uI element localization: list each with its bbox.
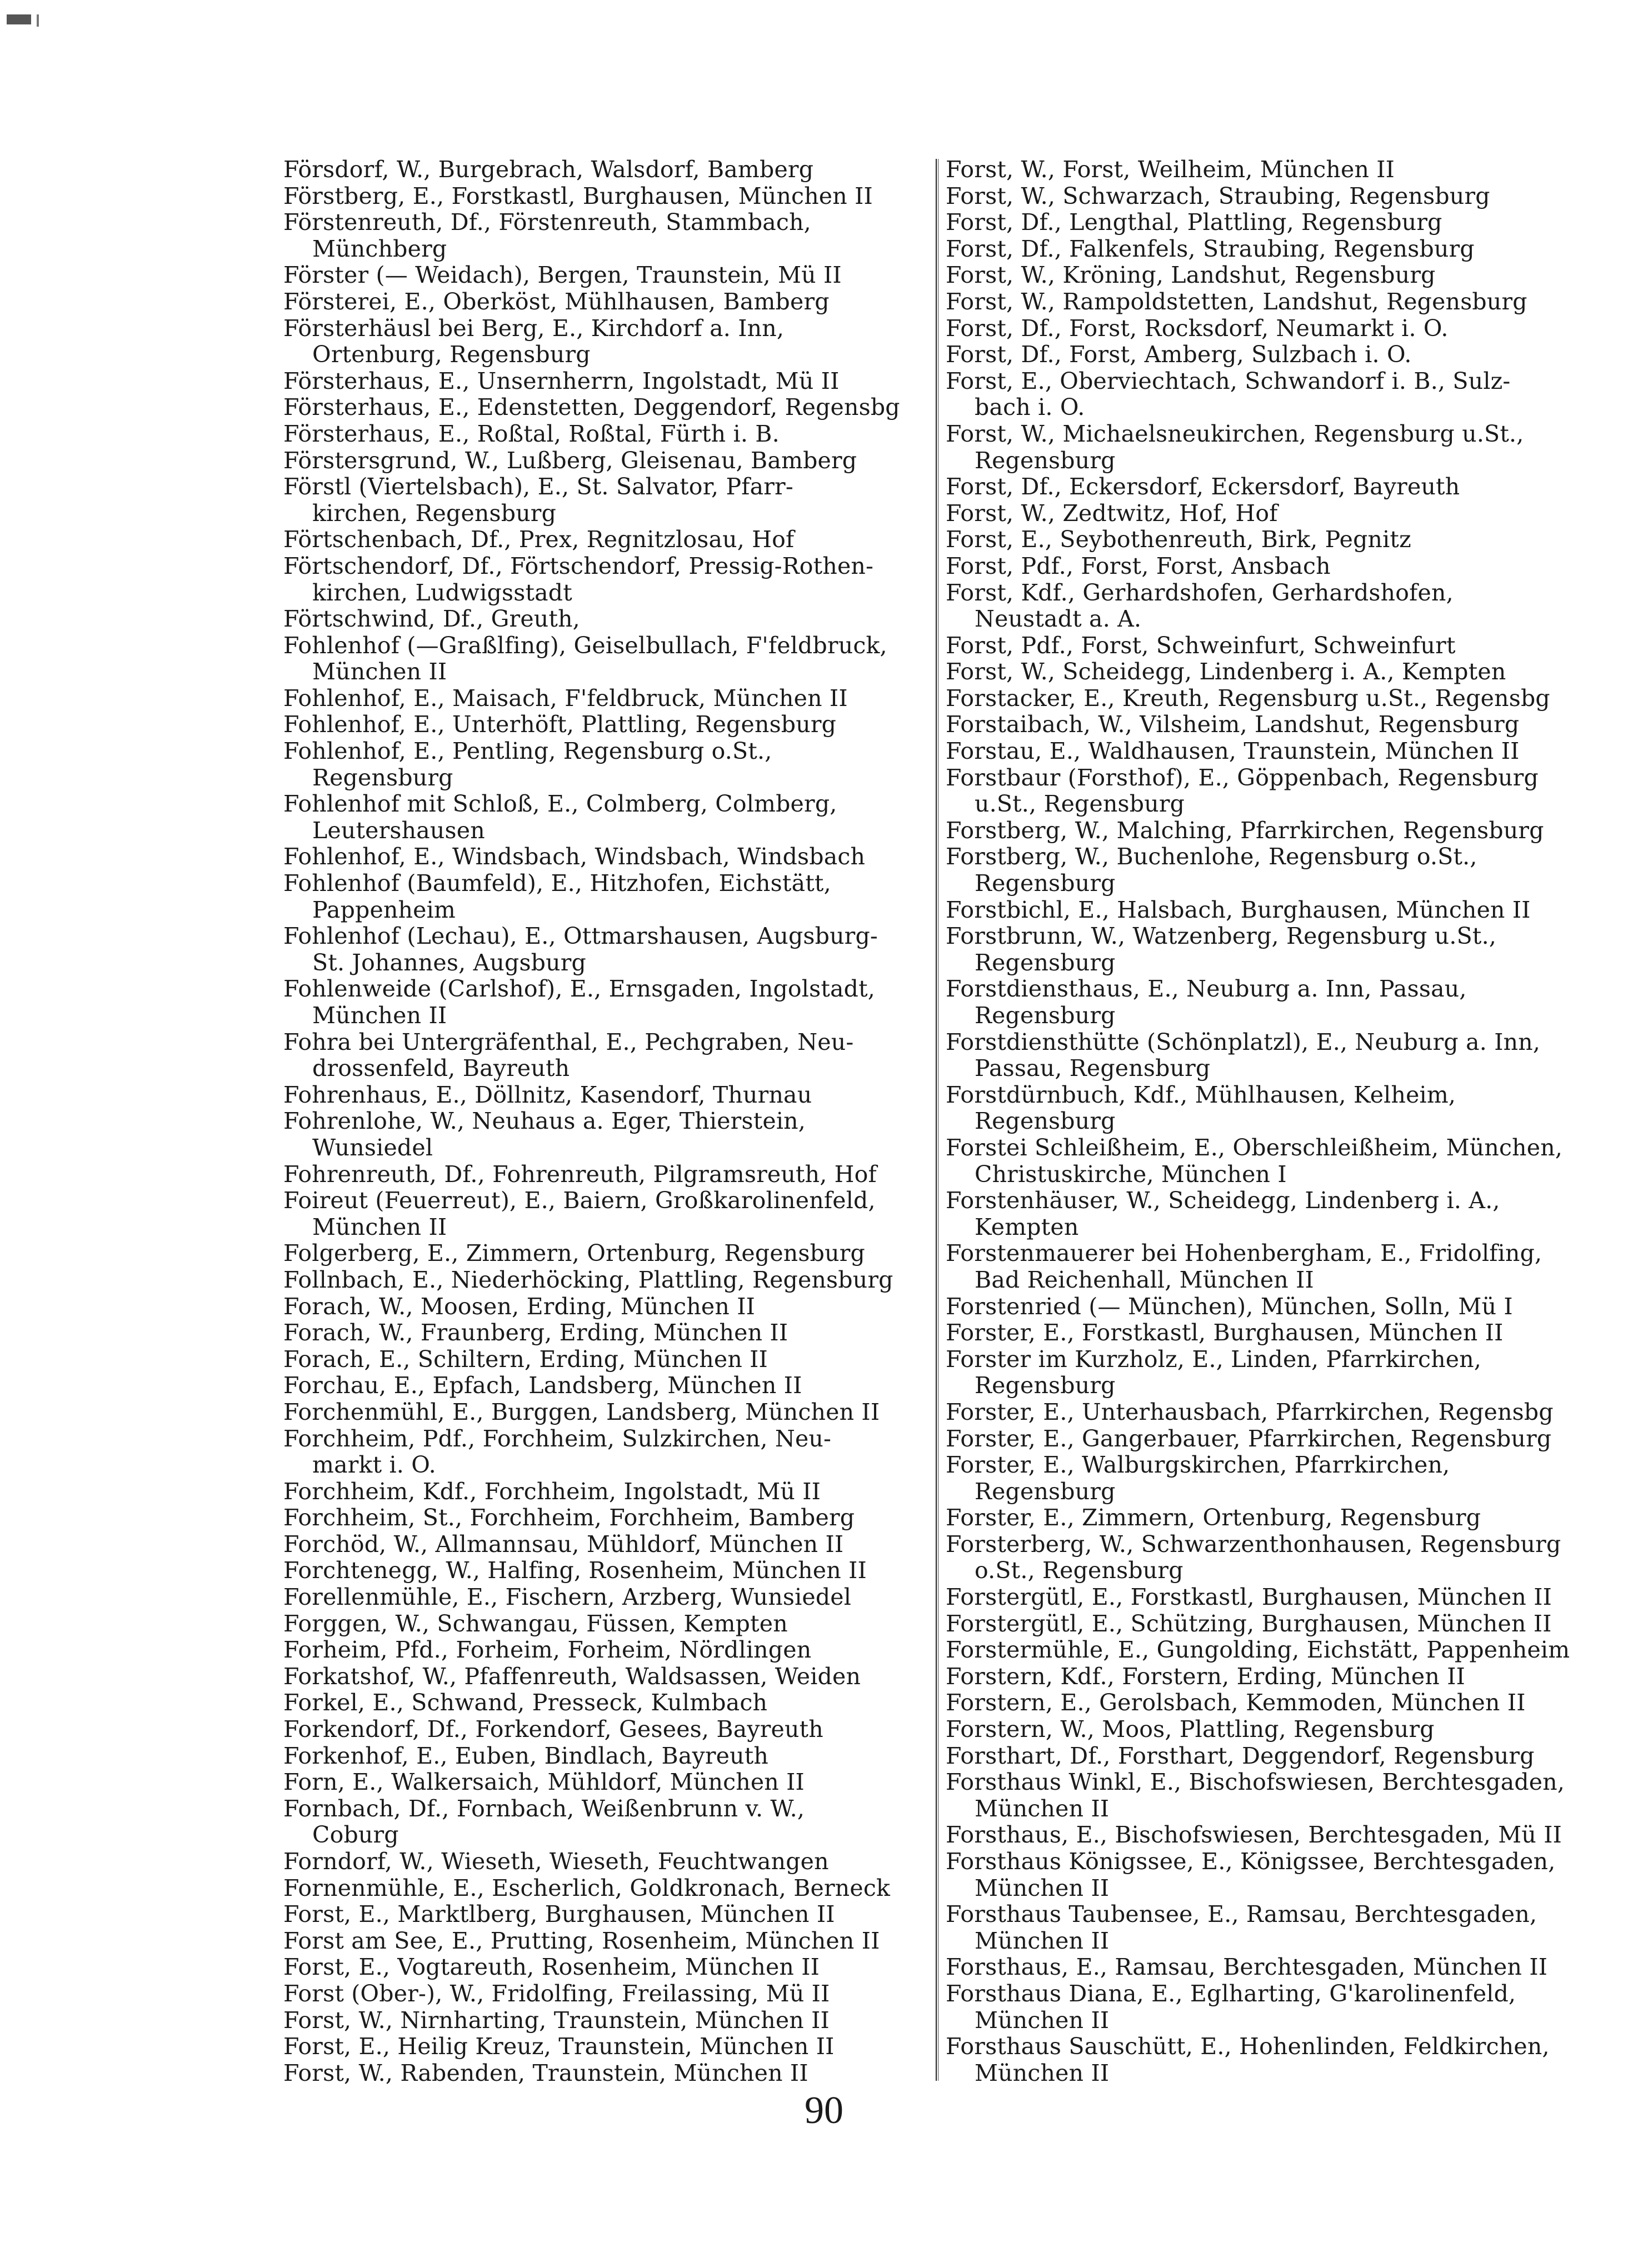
entry-line: Forster, E., Gangerbauer, Pfarrkirchen, Regensburg	[946, 1425, 1552, 1452]
entry-continuation-line: Regensburg	[975, 870, 1116, 897]
entry-line: Forster, E., Unterhausbach, Pfarrkirchen, Regensbg	[946, 1398, 1554, 1425]
entry-line: Forster im Kurzholz, E., Linden, Pfarrkirchen,	[946, 1345, 1482, 1373]
gazetteer-entry	[283, 1743, 933, 1770]
entry-line: Forst, Df., Forst, Amberg, Sulzbach i. O.	[946, 341, 1412, 368]
entry-line: Forst, W., Michaelsneukirchen, Regensburg u.St.,	[946, 420, 1524, 447]
gazetteer-entry	[283, 1796, 933, 1849]
gazetteer-entry	[283, 1294, 933, 1320]
entry-continuation-line: Regensburg	[975, 1372, 1116, 1399]
gazetteer-entry	[283, 685, 933, 712]
gazetteer-entry	[283, 1769, 933, 1796]
entry-line: Forellenmühle, E., Fischern, Arzberg, Wunsiedel	[283, 1584, 852, 1611]
entry-line: Forsthart, Df., Forsthart, Deggendorf, Regensburg	[946, 1742, 1535, 1769]
column-right	[946, 157, 1596, 2086]
entry-line: Forst, E., Vogtareuth, Rosenheim, München II	[283, 1954, 820, 1981]
gazetteer-entry	[283, 157, 933, 183]
entry-line: Forst, W., Zedtwitz, Hof, Hof	[946, 499, 1278, 527]
gazetteer-entry	[946, 1399, 1596, 1426]
gazetteer-entry	[946, 897, 1596, 924]
entry-line: Forstern, E., Gerolsbach, Kemmoden, München II	[946, 1689, 1526, 1716]
entry-line: Forstenried (— München), München, Solln, Mü I	[946, 1293, 1513, 1320]
gazetteer-entry	[283, 606, 933, 633]
gazetteer-entry	[946, 368, 1596, 421]
column-left	[283, 157, 933, 2086]
entry-line: Försdorf, W., Burgebrach, Walsdorf, Bamberg	[283, 156, 814, 183]
entry-line: Förster (— Weidach), Bergen, Traunstein, Mü II	[283, 262, 842, 289]
gazetteer-entry	[283, 976, 933, 1029]
entry-continuation-line: München II	[312, 1213, 447, 1240]
entry-continuation-line: kirchen, Ludwigsstadt	[312, 579, 572, 606]
gazetteer-entry	[946, 1294, 1596, 1320]
entry-line: Förtschenbach, Df., Prex, Regnitzlosau, Hof	[283, 526, 795, 553]
entry-line: Forst, Pdf., Forst, Schweinfurt, Schweinfurt	[946, 632, 1456, 659]
gazetteer-entry	[283, 923, 933, 976]
entry-line: Forster, E., Zimmern, Ortenburg, Regensburg	[946, 1504, 1481, 1531]
entry-line: Forstbaur (Forsthof), E., Göppenbach, Regensburg	[946, 764, 1539, 791]
entry-line: Forst, E., Oberviechtach, Schwandorf i. B., Sulz-	[946, 367, 1511, 394]
entry-line: Forsthaus Winkl, E., Bischofswiesen, Berchtesgaden,	[946, 1769, 1565, 1796]
entry-line: Fohlenhof (Lechau), E., Ottmarshausen, Augsburg-	[283, 923, 878, 950]
gazetteer-entry	[946, 1954, 1596, 1981]
gazetteer-entry	[283, 1108, 933, 1161]
entry-line: Forstermühle, E., Gungolding, Eichstätt, Pappenheim	[946, 1636, 1570, 1664]
gazetteer-entry	[946, 712, 1596, 738]
gazetteer-entry	[946, 2034, 1596, 2086]
entry-continuation-line: München II	[975, 2006, 1110, 2034]
entry-line: Forkel, E., Schwand, Presseck, Kulmbach	[283, 1689, 768, 1716]
entry-continuation-line: Neustadt a. A.	[975, 605, 1142, 633]
gazetteer-entry	[283, 368, 933, 395]
gazetteer-entry	[946, 659, 1596, 685]
gazetteer-entry	[946, 1320, 1596, 1346]
gazetteer-entry	[283, 712, 933, 738]
entry-line: Forchöd, W., Allmannsau, Mühldorf, München II	[283, 1530, 844, 1558]
entry-line: Forstdiensthütte (Schönplatzl), E., Neuburg a. Inn,	[946, 1028, 1541, 1055]
entry-continuation-line: Leutershausen	[312, 817, 485, 844]
entry-line: Forst, Pdf., Forst, Forst, Ansbach	[946, 552, 1331, 579]
entry-line: Forst, W., Nirnharting, Traunstein, München II	[283, 2006, 830, 2034]
gazetteer-entry	[283, 1981, 933, 2007]
gazetteer-entry	[283, 1267, 933, 1294]
gazetteer-entry	[946, 1505, 1596, 1531]
entry-line: Fohlenhof (—Graßlfing), Geiselbullach, F'feldbruck,	[283, 632, 887, 659]
gazetteer-entry	[283, 633, 933, 685]
gazetteer-entry	[283, 844, 933, 870]
gazetteer-entry	[283, 870, 933, 923]
gazetteer-entry	[283, 1346, 933, 1373]
entry-line: Fohlenhof, E., Unterhöft, Plattling, Regensburg	[283, 711, 837, 738]
entry-continuation-line: München II	[312, 1002, 447, 1029]
entry-line: Forst (Ober-), W., Fridolfing, Freilassing, Mü II	[283, 1980, 830, 2007]
entry-line: Försterhaus, E., Roßtal, Roßtal, Fürth i. B.	[283, 420, 780, 447]
entry-line: Fohrenlohe, W., Neuhaus a. Eger, Thierstein,	[283, 1108, 806, 1135]
entry-line: Fohlenhof, E., Windsbach, Windsbach, Windsbach	[283, 843, 866, 870]
entry-line: Fohlenhof (Baumfeld), E., Hitzhofen, Eichstätt,	[283, 870, 831, 897]
entry-line: Forstenhäuser, W., Scheidegg, Lindenberg i. A.,	[946, 1187, 1500, 1214]
entry-line: Fohrenreuth, Df., Fohrenreuth, Pilgramsreuth, Hof	[283, 1160, 877, 1188]
gazetteer-entry	[946, 262, 1596, 289]
gazetteer-entry	[946, 1029, 1596, 1082]
gazetteer-entry	[946, 474, 1596, 500]
entry-continuation-line: markt i. O.	[312, 1451, 436, 1479]
gazetteer-entry	[283, 448, 933, 474]
gazetteer-entry	[283, 1505, 933, 1531]
entry-line: Forstenmauerer bei Hohenbergham, E., Fridolfing,	[946, 1240, 1542, 1267]
gazetteer-entry	[283, 474, 933, 527]
scan-artifact	[7, 14, 31, 24]
entry-line: Försterhäusl bei Berg, E., Kirchdorf a. Inn,	[283, 314, 785, 342]
gazetteer-entry	[946, 316, 1596, 342]
entry-line: Forst, E., Heilig Kreuz, Traunstein, München II	[283, 2033, 835, 2060]
gazetteer-entry	[283, 1399, 933, 1426]
entry-line: Forst, Df., Eckersdorf, Eckersdorf, Bayreuth	[946, 473, 1460, 500]
gazetteer-entry	[283, 527, 933, 553]
entry-line: Forstacker, E., Kreuth, Regensburg u.St., Regensbg	[946, 684, 1550, 712]
entry-line: Forst, E., Seybothenreuth, Birk, Pegnitz	[946, 526, 1411, 553]
entry-continuation-line: Kempten	[975, 1213, 1079, 1240]
gazetteer-entry	[283, 1531, 933, 1558]
gazetteer-entry	[283, 262, 933, 289]
gazetteer-entry	[283, 2060, 933, 2087]
gazetteer-entry	[946, 685, 1596, 712]
gazetteer-entry	[946, 844, 1596, 897]
gazetteer-entry	[946, 1981, 1596, 2034]
entry-continuation-line: Coburg	[312, 1821, 399, 1849]
gazetteer-entry	[946, 209, 1596, 236]
gazetteer-entry	[946, 1452, 1596, 1505]
entry-continuation-line: Pappenheim	[312, 896, 456, 923]
gazetteer-entry	[283, 183, 933, 210]
entry-line: Forstergütl, E., Forstkastl, Burghausen, München II	[946, 1584, 1552, 1611]
entry-line: Forstern, Kdf., Forstern, Erding, München II	[946, 1663, 1466, 1690]
gazetteer-entry	[283, 791, 933, 844]
gazetteer-entry	[946, 1690, 1596, 1716]
gazetteer-entry	[283, 1954, 933, 1981]
entry-line: Forsthaus Taubensee, E., Ramsau, Berchtesgaden,	[946, 1901, 1537, 1928]
gazetteer-entry	[283, 1716, 933, 1743]
gazetteer-entry	[283, 1664, 933, 1690]
gazetteer-entry	[283, 289, 933, 316]
gazetteer-entry	[283, 1849, 933, 1875]
gazetteer-entry	[946, 1082, 1596, 1135]
entry-line: Forst, Kdf., Gerhardshofen, Gerhardshofen,	[946, 579, 1454, 606]
entry-continuation-line: Regensburg	[975, 1478, 1116, 1505]
gazetteer-entry	[283, 1479, 933, 1505]
entry-continuation-line: München II	[975, 1874, 1110, 1901]
entry-continuation-line: München II	[975, 1927, 1110, 1954]
gazetteer-entry	[946, 342, 1596, 368]
gazetteer-entry	[946, 580, 1596, 633]
entry-continuation-line: kirchen, Regensburg	[312, 499, 557, 527]
entry-line: Forstdiensthaus, E., Neuburg a. Inn, Passau,	[946, 975, 1467, 1003]
entry-continuation-line: o.St., Regensburg	[975, 1557, 1183, 1584]
entry-line: Fohlenhof mit Schloß, E., Colmberg, Colmberg,	[283, 790, 837, 818]
gazetteer-entry	[283, 1161, 933, 1188]
gazetteer-entry	[283, 1373, 933, 1399]
gazetteer-entry	[946, 1135, 1596, 1188]
gazetteer-entry	[283, 1611, 933, 1638]
entry-continuation-line: St. Johannes, Augsburg	[312, 949, 586, 976]
gazetteer-entry	[946, 1426, 1596, 1453]
entry-line: Forheim, Pfd., Forheim, Forheim, Nördlingen	[283, 1636, 812, 1664]
gazetteer-entry	[283, 2034, 933, 2060]
gazetteer-entry	[946, 976, 1596, 1029]
entry-line: Forsthaus Sauschütt, E., Hohenlinden, Feldkirchen,	[946, 2033, 1550, 2060]
gazetteer-entry	[946, 421, 1596, 474]
entry-line: Forchtenegg, W., Halfing, Rosenheim, München II	[283, 1557, 867, 1584]
gazetteer-entry	[946, 1822, 1596, 1849]
entry-line: Förtschendorf, Df., Förtschendorf, Pressig-Rothen-	[283, 552, 874, 579]
entry-line: Forstbrunn, W., Watzenberg, Regensburg u.St.,	[946, 923, 1497, 950]
entry-line: Forstberg, W., Buchenlohe, Regensburg o.St.,	[946, 843, 1477, 870]
entry-line: Forach, W., Moosen, Erding, München II	[283, 1293, 756, 1320]
page-number: 90	[805, 2089, 843, 2132]
entry-line: Fohlenhof, E., Maisach, F'feldbruck, München II	[283, 684, 848, 712]
entry-line: Förstberg, E., Forstkastl, Burghausen, München II	[283, 182, 873, 209]
entry-line: Forst, E., Marktlberg, Burghausen, München II	[283, 1901, 835, 1928]
gazetteer-entry	[946, 1901, 1596, 1954]
gazetteer-entry	[946, 1849, 1596, 1901]
gazetteer-entry	[946, 1611, 1596, 1638]
entry-line: Forsthaus Diana, E., Eglharting, G'karolinenfeld,	[946, 1980, 1516, 2007]
entry-line: Forstern, W., Moos, Plattling, Regensburg	[946, 1716, 1435, 1743]
gazetteer-entry	[283, 1188, 933, 1240]
entry-continuation-line: Regensburg	[312, 764, 453, 791]
entry-line: Forstergütl, E., Schützing, Burghausen, München II	[946, 1610, 1552, 1637]
entry-line: Fohrenhaus, E., Döllnitz, Kasendorf, Thurnau	[283, 1081, 812, 1108]
entry-line: Foireut (Feuerreut), E., Baiern, Großkarolinenfeld,	[283, 1187, 876, 1214]
entry-line: Försterei, E., Oberköst, Mühlhausen, Bamberg	[283, 288, 830, 315]
gazetteer-entry	[946, 1531, 1596, 1584]
gazetteer-entry	[283, 1426, 933, 1479]
entry-line: Follnbach, E., Niederhöcking, Plattling, Regensburg	[283, 1266, 893, 1293]
entry-continuation-line: Ortenburg, Regensburg	[312, 341, 591, 368]
entry-continuation-line: Wunsiedel	[312, 1134, 433, 1161]
scan-artifact	[37, 14, 39, 27]
gazetteer-entry	[283, 209, 933, 262]
entry-line: Fornenmühle, E., Escherlich, Goldkronach, Berneck	[283, 1874, 891, 1901]
entry-line: Förstenreuth, Df., Förstenreuth, Stammbach,	[283, 209, 811, 236]
gazetteer-entry	[283, 2007, 933, 2034]
gazetteer-entry	[946, 765, 1596, 818]
entry-line: Forchheim, St., Forchheim, Forchheim, Bamberg	[283, 1504, 855, 1531]
entry-line: Forsthaus, E., Bischofswiesen, Berchtesgaden, Mü II	[946, 1821, 1562, 1849]
entry-continuation-line: München II	[312, 658, 447, 685]
gazetteer-entry	[946, 738, 1596, 765]
gazetteer-entry	[946, 1188, 1596, 1240]
gazetteer-entry	[946, 1716, 1596, 1743]
entry-continuation-line: Münchberg	[312, 235, 447, 262]
entry-line: Fohra bei Untergräfenthal, E., Pechgraben, Neu-	[283, 1028, 854, 1055]
entry-line: Forst, W., Schwarzach, Straubing, Regensburg	[946, 182, 1490, 209]
entry-line: Forach, E., Schiltern, Erding, München II	[283, 1345, 768, 1373]
gazetteer-entry	[283, 1928, 933, 1955]
entry-line: Forster, E., Walburgskirchen, Pfarrkirchen,	[946, 1451, 1450, 1479]
entry-line: Forstberg, W., Malching, Pfarrkirchen, Regensburg	[946, 817, 1544, 844]
gazetteer-entry	[283, 1029, 933, 1082]
entry-continuation-line: Bad Reichenhall, München II	[975, 1266, 1314, 1293]
column-divider	[936, 159, 938, 2081]
gazetteer-entry	[283, 421, 933, 448]
gazetteer-entry	[283, 1240, 933, 1267]
entry-line: Forstdürnbuch, Kdf., Mühlhausen, Kelheim,	[946, 1081, 1456, 1108]
entry-line: Förtschwind, Df., Greuth,	[283, 605, 580, 633]
gazetteer-entry	[283, 553, 933, 606]
entry-continuation-line: München II	[975, 1795, 1110, 1822]
gazetteer-entry	[946, 236, 1596, 263]
entry-continuation-line: Regensburg	[975, 1108, 1116, 1135]
entry-line: Fohlenhof, E., Pentling, Regensburg o.St.,	[283, 738, 772, 765]
entry-line: Forchenmühl, E., Burggen, Landsberg, München II	[283, 1398, 880, 1425]
entry-line: Forst, W., Kröning, Landshut, Regensburg	[946, 262, 1436, 289]
entry-line: Forsthaus Königssee, E., Königssee, Berchtesgaden,	[946, 1848, 1556, 1875]
entry-continuation-line: Regensburg	[975, 949, 1116, 976]
entry-line: Forkendorf, Df., Forkendorf, Gesees, Bayreuth	[283, 1716, 823, 1743]
entry-line: Forst, Df., Forst, Rocksdorf, Neumarkt i. O.	[946, 314, 1449, 342]
gazetteer-entry	[946, 1637, 1596, 1664]
entry-line: Forach, W., Fraunberg, Erding, München II	[283, 1319, 788, 1346]
entry-line: Forst, W., Rampoldstetten, Landshut, Regensburg	[946, 288, 1527, 315]
gazetteer-entry	[946, 527, 1596, 553]
gazetteer-entry	[283, 738, 933, 791]
entry-continuation-line: drossenfeld, Bayreuth	[312, 1055, 570, 1082]
gazetteer-entry	[946, 1584, 1596, 1611]
gazetteer-entry	[283, 1584, 933, 1611]
gazetteer-entry	[283, 1558, 933, 1584]
gazetteer-entry	[946, 1743, 1596, 1770]
entry-line: Forchheim, Kdf., Forchheim, Ingolstadt, Mü II	[283, 1478, 821, 1505]
gazetteer-entry	[946, 1240, 1596, 1293]
gazetteer-entry	[283, 1901, 933, 1928]
entry-line: Forchau, E., Epfach, Landsberg, München II	[283, 1372, 802, 1399]
entry-line: Forn, E., Walkersaich, Mühldorf, München II	[283, 1769, 805, 1796]
gazetteer-entry	[946, 1664, 1596, 1690]
entry-line: Förstl (Viertelsbach), E., St. Salvator, Pfarr-	[283, 473, 793, 500]
gazetteer-entry	[946, 553, 1596, 580]
entry-continuation-line: bach i. O.	[975, 394, 1085, 421]
entry-line: Forstei Schleißheim, E., Oberschleißheim, München,	[946, 1134, 1563, 1161]
gazetteer-entry	[283, 316, 933, 368]
entry-line: Forggen, W., Schwangau, Füssen, Kempten	[283, 1610, 788, 1637]
entry-continuation-line: u.St., Regensburg	[975, 790, 1185, 818]
entry-line: Forstbichl, E., Halsbach, Burghausen, München II	[946, 896, 1531, 923]
entry-line: Forsthaus, E., Ramsau, Berchtesgaden, München II	[946, 1954, 1548, 1981]
gazetteer-entry	[283, 1875, 933, 1902]
gazetteer-entry	[283, 1082, 933, 1109]
entry-line: Forst, W., Forst, Weilheim, München II	[946, 156, 1395, 183]
gazetteer-entry	[283, 394, 933, 421]
entry-line: Fohlenweide (Carlshof), E., Ernsgaden, Ingolstadt,	[283, 975, 876, 1003]
entry-line: Forstaibach, W., Vilsheim, Landshut, Regensburg	[946, 711, 1520, 738]
entry-continuation-line: Passau, Regensburg	[975, 1055, 1211, 1082]
gazetteer-entry	[946, 1346, 1596, 1399]
gazetteer-entry	[283, 1637, 933, 1664]
entry-line: Forst, Df., Lengthal, Plattling, Regensburg	[946, 209, 1442, 236]
entry-line: Forster, E., Forstkastl, Burghausen, München II	[946, 1319, 1504, 1346]
entry-line: Forstau, E., Waldhausen, Traunstein, München II	[946, 738, 1520, 765]
entry-line: Folgerberg, E., Zimmern, Ortenburg, Regensburg	[283, 1240, 865, 1267]
gazetteer-entry	[283, 1690, 933, 1716]
entry-line: Forst, Df., Falkenfels, Straubing, Regensburg	[946, 235, 1475, 262]
gazetteer-entry	[946, 157, 1596, 183]
entry-line: Forchheim, Pdf., Forchheim, Sulzkirchen, Neu-	[283, 1425, 832, 1452]
entry-line: Forst, W., Rabenden, Traunstein, München II	[283, 2059, 808, 2086]
entry-line: Forst am See, E., Prutting, Rosenheim, München II	[283, 1927, 880, 1954]
entry-continuation-line: München II	[975, 2059, 1110, 2086]
entry-line: Forst, W., Scheidegg, Lindenberg i. A., Kempten	[946, 658, 1506, 685]
gazetteer-entry	[946, 500, 1596, 527]
gazetteer-entry	[946, 289, 1596, 316]
entry-line: Försterhaus, E., Unsernherrn, Ingolstadt, Mü II	[283, 367, 840, 394]
entry-line: Forndorf, W., Wieseth, Wieseth, Feuchtwangen	[283, 1848, 829, 1875]
gazetteer-entry	[946, 183, 1596, 210]
entry-continuation-line: Christuskirche, München I	[975, 1160, 1287, 1188]
entry-continuation-line: Regensburg	[975, 447, 1116, 474]
entry-line: Försterhaus, E., Edenstetten, Deggendorf, Regensbg	[283, 394, 900, 421]
entry-line: Forkenhof, E., Euben, Bindlach, Bayreuth	[283, 1742, 768, 1769]
entry-line: Forsterberg, W., Schwarzenthonhausen, Regensburg	[946, 1530, 1561, 1558]
entry-line: Forkatshof, W., Pfaffenreuth, Waldsassen, Weiden	[283, 1663, 861, 1690]
entry-line: Förstersgrund, W., Lußberg, Gleisenau, Bamberg	[283, 447, 857, 474]
gazetteer-entry	[946, 1769, 1596, 1822]
entry-continuation-line: Regensburg	[975, 1002, 1116, 1029]
gazetteer-entry	[283, 1320, 933, 1346]
gazetteer-entry	[946, 923, 1596, 976]
gazetteer-entry	[946, 818, 1596, 844]
gazetteer-entry	[946, 633, 1596, 659]
entry-line: Fornbach, Df., Fornbach, Weißenbrunn v. W.,	[283, 1795, 805, 1822]
